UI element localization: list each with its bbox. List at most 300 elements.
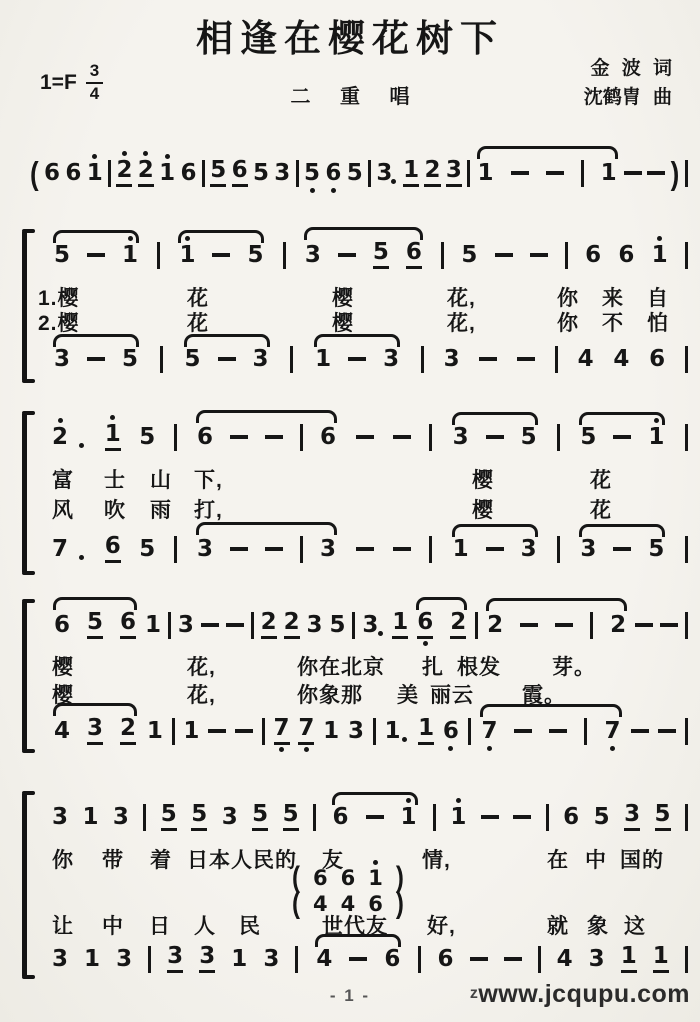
lyric-fragment: 丽云 <box>430 684 474 707</box>
note: 1 <box>315 345 332 372</box>
note: 7 <box>604 717 621 744</box>
dash-note-extension <box>549 729 567 733</box>
note: 2 <box>284 611 300 639</box>
note: 3 <box>87 717 103 745</box>
lyric-fragment: 友 <box>322 849 344 872</box>
barline <box>685 804 688 831</box>
note: 6 <box>368 891 383 916</box>
note: 5 <box>161 803 177 831</box>
time-denominator: 4 <box>89 83 100 103</box>
note: 3 <box>320 535 337 562</box>
note: 5 <box>461 241 478 268</box>
note: 2 <box>450 611 466 639</box>
dash-note-extension <box>660 623 678 627</box>
dash-note-extension <box>218 357 236 361</box>
lyric-fragment: 中 <box>585 849 607 872</box>
lyric-fragment: 2.樱 <box>38 312 80 335</box>
note: 4 <box>340 891 356 916</box>
barline <box>685 612 688 639</box>
note: 3 <box>252 345 269 372</box>
note: 3 <box>197 535 214 562</box>
lyric-fragment: 樱 <box>472 469 494 492</box>
dash-note-extension <box>520 623 538 627</box>
barline <box>262 718 265 745</box>
dash-note-extension <box>511 171 529 175</box>
dash-note-extension <box>631 729 649 733</box>
note: 5 <box>580 423 597 450</box>
dash-note-extension <box>555 623 573 627</box>
note: 1 <box>159 159 176 186</box>
note: 5 <box>283 803 299 831</box>
note: 3 <box>520 535 537 562</box>
note: 6 <box>417 611 433 639</box>
dash-note-extension <box>486 435 504 439</box>
note: 2 <box>120 717 136 745</box>
parenthesis: ) <box>395 886 404 921</box>
slur-arc-group <box>52 241 140 268</box>
note: 3 <box>177 611 194 638</box>
dash-note-extension <box>546 171 564 175</box>
lyric-fragment: 美 <box>397 684 419 707</box>
note: 5 <box>593 803 610 830</box>
lyric-fragment: 来 <box>602 287 624 310</box>
note: 1 <box>384 717 401 744</box>
slur-arc-group <box>451 535 539 562</box>
note: 6 <box>563 803 580 830</box>
barline <box>538 946 541 973</box>
note: 3 <box>116 945 133 972</box>
lyric-fragment: 世代友 <box>322 915 388 938</box>
note: 3 <box>304 241 321 268</box>
watermark-url: www.jcqupu.com <box>478 980 690 1008</box>
augmentation-dot <box>402 737 407 742</box>
slur-arc-group <box>52 345 140 372</box>
lyric-fragment: 让 <box>52 915 74 938</box>
dash-note-extension <box>208 729 226 733</box>
note: 6 <box>384 945 401 972</box>
system-3-bracket <box>22 602 36 750</box>
note: 6 <box>197 423 214 450</box>
augmentation-dot <box>378 631 383 636</box>
lyric-fragment: 带 <box>102 849 124 872</box>
note: 1 <box>368 865 383 890</box>
slur-arc-group <box>485 612 628 639</box>
barline <box>685 424 688 451</box>
note: 3 <box>443 345 460 372</box>
lyric-fragment: 着 <box>150 849 172 872</box>
augmentation-dot <box>79 443 84 448</box>
note: 1 <box>651 241 668 268</box>
note: 5 <box>252 803 268 831</box>
chord-upper-line <box>292 860 404 895</box>
subtitle-duet: 二 重 唱 <box>290 86 422 108</box>
dash-note-extension <box>348 357 366 361</box>
barline <box>202 160 205 187</box>
note: 6 <box>437 945 454 972</box>
slur-arc-group <box>415 611 468 639</box>
lyric-fragment: 风 <box>52 499 74 522</box>
time-numerator: 3 <box>86 62 103 84</box>
barline <box>590 612 593 639</box>
note: 7 <box>274 717 290 745</box>
lyric-fragment: 你 <box>557 287 579 310</box>
barline <box>581 160 584 187</box>
slur-arc-group <box>52 611 138 639</box>
note: 1 <box>179 241 196 268</box>
lyric-fragment: 山 <box>150 469 172 492</box>
lyric-fragment: 1.樱 <box>38 287 80 310</box>
system-2-bracket <box>22 414 36 572</box>
slur-arc-group <box>476 160 619 187</box>
lyric-fragment: 象 <box>587 915 609 938</box>
dash-note-extension <box>530 253 548 257</box>
system-3-lyrics-verse-1 <box>52 651 688 677</box>
note: 5 <box>329 611 346 638</box>
lyric-fragment: 雨 <box>150 499 172 522</box>
dash-note-extension <box>517 357 535 361</box>
note: 1 <box>621 945 637 973</box>
note: 1 <box>144 611 161 638</box>
dash-note-extension <box>486 547 504 551</box>
barline <box>290 346 293 373</box>
barline <box>441 242 444 269</box>
note: 1 <box>146 717 163 744</box>
system-2-lower-voice <box>52 534 688 564</box>
lyric-fragment: 花 <box>187 312 209 335</box>
note: 6 <box>313 865 328 890</box>
dash-note-extension <box>230 435 248 439</box>
dash-note-extension <box>479 357 497 361</box>
note: 6 <box>320 423 337 450</box>
note: 6 <box>618 241 635 268</box>
lyric-fragment: 吹 <box>104 499 126 522</box>
note: 5 <box>247 241 264 268</box>
lyric-fragment: 怕 <box>647 312 669 335</box>
lyric-fragment: 樱 <box>332 287 354 310</box>
intro-music-line <box>30 154 688 192</box>
barline <box>418 946 421 973</box>
lyric-fragment: 花, <box>447 287 476 310</box>
note: 2 <box>52 423 69 450</box>
system-4-lower-voice <box>52 944 688 974</box>
barline <box>172 718 175 745</box>
barline <box>565 242 568 269</box>
note: 5 <box>520 423 537 450</box>
note: 4 <box>54 717 71 744</box>
note: 6 <box>44 159 61 186</box>
note: 7 <box>52 535 69 562</box>
barline <box>352 612 355 639</box>
note: 6 <box>340 865 356 890</box>
slur-arc-group <box>578 535 666 562</box>
dash-note-extension <box>635 623 653 627</box>
lyric-fragment: 霞。 <box>522 684 566 707</box>
note: 3 <box>347 717 364 744</box>
dash-note-extension <box>201 623 219 627</box>
note: 1 <box>122 241 139 268</box>
note: 2 <box>116 159 132 187</box>
lyric-fragment: 你象那 <box>297 684 363 707</box>
barline <box>468 718 471 745</box>
barline <box>108 160 111 187</box>
lyric-fragment: 你 <box>52 849 74 872</box>
note: 5 <box>122 345 139 372</box>
barline <box>685 946 688 973</box>
note: 1 <box>450 803 467 830</box>
note: 5 <box>210 159 226 187</box>
note: 6 <box>65 159 82 186</box>
dash-note-extension <box>393 435 411 439</box>
note: 6 <box>180 159 197 186</box>
barline <box>174 536 177 563</box>
dash-note-extension <box>226 623 244 627</box>
system-4-lyrics-verse-2 <box>52 910 688 936</box>
system-1-lower-voice <box>52 344 688 374</box>
note: 3 <box>376 159 393 186</box>
note: 7 <box>298 717 314 745</box>
key-label: 1=F <box>40 70 77 94</box>
note: 5 <box>191 803 207 831</box>
parenthesis: ) <box>670 154 680 192</box>
barline <box>373 718 376 745</box>
note: 5 <box>54 241 71 268</box>
lyric-fragment: 花 <box>187 287 209 310</box>
note: 3 <box>199 945 215 973</box>
system-1-upper-voice <box>52 240 688 270</box>
note: 4 <box>313 891 328 916</box>
slur-arc-group <box>52 717 138 745</box>
lyric-fragment: 打, <box>194 499 223 522</box>
barline <box>160 346 163 373</box>
note: 3 <box>54 345 71 372</box>
dash-note-extension <box>349 957 367 961</box>
note: 5 <box>139 535 156 562</box>
barline <box>368 160 371 187</box>
barline <box>148 946 151 973</box>
note: 5 <box>648 535 665 562</box>
lyric-fragment: 花, <box>447 312 476 335</box>
note: 3 <box>588 945 605 972</box>
lyric-fragment: 士 <box>104 469 126 492</box>
lyric-fragment: 花 <box>590 469 612 492</box>
dash-note-extension <box>613 547 631 551</box>
parenthesis: ( <box>30 154 39 192</box>
composer-credit: 沈鹤胄 曲 <box>583 87 672 109</box>
note: 5 <box>304 159 321 186</box>
dash-note-extension <box>356 435 374 439</box>
lyric-fragment: 人 <box>194 915 216 938</box>
dash-note-extension <box>514 729 532 733</box>
note: 5 <box>87 611 103 639</box>
parenthesis: ( <box>292 886 300 921</box>
lyric-fragment: 国的 <box>620 849 664 872</box>
note: 3 <box>112 803 129 830</box>
lyric-fragment: 扎 <box>422 656 444 679</box>
note: 6 <box>54 611 71 638</box>
slur-arc-group <box>331 803 419 830</box>
lyric-fragment: 日本人民的 <box>187 849 297 872</box>
note: 1 <box>653 945 669 973</box>
barline <box>584 718 587 745</box>
note: 3 <box>263 945 280 972</box>
barline <box>421 346 424 373</box>
lyric-fragment: 日 <box>149 915 171 938</box>
dash-note-extension <box>624 171 642 175</box>
system-3-lower-voice <box>52 716 688 746</box>
barline <box>157 242 160 269</box>
lyric-fragment: 樱 <box>52 684 74 707</box>
barline <box>557 424 560 451</box>
note: 6 <box>105 535 121 563</box>
note: 3 <box>167 945 183 973</box>
system-2-upper-voice <box>52 422 688 452</box>
lyric-fragment: 情, <box>422 849 451 872</box>
note: 3 <box>221 803 238 830</box>
lyricist-credit: 金 波 词 <box>590 58 672 79</box>
barline <box>685 536 688 563</box>
note: 3 <box>52 945 69 972</box>
dash-note-extension <box>265 547 283 551</box>
note: 3 <box>452 423 469 450</box>
note: 6 <box>406 241 422 269</box>
note: 6 <box>585 241 602 268</box>
lyric-fragment: 芽。 <box>552 656 596 679</box>
note: 1 <box>403 159 419 187</box>
barline <box>295 946 298 973</box>
dash-note-extension <box>338 253 356 257</box>
note: 3 <box>383 345 400 372</box>
note: 5 <box>373 241 389 269</box>
barline <box>685 242 688 269</box>
lyric-fragment: 这 <box>624 915 646 938</box>
note: 6 <box>325 159 342 186</box>
note: 5 <box>655 803 671 831</box>
note: 1 <box>392 611 408 639</box>
dash-note-extension <box>366 815 384 819</box>
system-1-lyrics-verse-1 <box>38 282 688 310</box>
slur-arc-group <box>451 423 539 450</box>
note: 2 <box>610 611 627 638</box>
dash-note-extension <box>658 729 676 733</box>
lyric-fragment: 中 <box>102 915 124 938</box>
barline <box>313 804 316 831</box>
lyric-fragment: 樱 <box>472 499 494 522</box>
page-number: - 1 - <box>329 986 371 1005</box>
system-3-upper-voice <box>52 610 688 640</box>
lyric-fragment: 你 <box>557 312 579 335</box>
lyric-fragment: 就 <box>547 915 569 938</box>
slur-arc-group <box>177 241 265 268</box>
lyric-fragment: 你在北京 <box>297 656 385 679</box>
barline <box>429 424 432 451</box>
barline <box>685 718 688 745</box>
dash-note-extension <box>613 435 631 439</box>
lyric-fragment: 下, <box>194 469 223 492</box>
note: 6 <box>442 717 459 744</box>
barline <box>251 612 254 639</box>
lyric-fragment: 好, <box>427 915 456 938</box>
system-2-lyrics-verse-1 <box>52 464 688 490</box>
barline <box>168 612 171 639</box>
dash-note-extension <box>265 435 283 439</box>
barline <box>557 536 560 563</box>
note: 2 <box>138 159 154 187</box>
slur-arc-group <box>313 345 401 372</box>
lyric-fragment: 花, <box>187 684 216 707</box>
lyric-fragment: 樱 <box>52 656 74 679</box>
note: 1 <box>452 535 469 562</box>
watermark-artifact: z <box>469 985 479 1002</box>
note: 1 <box>84 945 101 972</box>
note: 4 <box>316 945 333 972</box>
barline <box>143 804 146 831</box>
note: 3 <box>52 803 69 830</box>
credits <box>584 54 672 113</box>
note: 2 <box>487 611 504 638</box>
note: 6 <box>232 159 248 187</box>
note: 2 <box>261 611 277 639</box>
note: 3 <box>306 611 323 638</box>
barline <box>546 804 549 831</box>
watermark <box>470 980 690 1009</box>
note: 1 <box>648 423 665 450</box>
system-1-bracket <box>22 232 36 380</box>
barline <box>433 804 436 831</box>
slur-arc-group <box>314 945 402 972</box>
lyric-fragment: 自 <box>647 287 669 310</box>
lyric-fragment: 富 <box>52 469 74 492</box>
slur-arc-group <box>195 424 338 451</box>
slur-arc-group <box>183 345 271 372</box>
note: 3 <box>446 159 462 187</box>
barline <box>300 536 303 563</box>
dash-note-extension <box>504 957 522 961</box>
note: 5 <box>252 159 269 186</box>
lyric-fragment: 樱 <box>332 312 354 335</box>
note: 7 <box>481 717 498 744</box>
inner-voice-chords <box>292 860 404 921</box>
note: 3 <box>362 611 379 638</box>
parenthesis: ( <box>292 860 300 895</box>
system-4-upper-voice <box>52 802 688 832</box>
parenthesis: ) <box>395 860 404 895</box>
dash-note-extension <box>393 547 411 551</box>
barline <box>296 160 299 187</box>
note: 1 <box>86 159 103 186</box>
dash-note-extension <box>647 171 665 175</box>
note: 4 <box>613 345 630 372</box>
dash-note-extension <box>87 253 105 257</box>
slur-arc-group <box>195 536 338 563</box>
lyric-fragment: 根发 <box>457 656 501 679</box>
note: 1 <box>600 159 617 186</box>
note: 5 <box>139 423 156 450</box>
note: 4 <box>577 345 594 372</box>
note: 3 <box>624 803 640 831</box>
dash-note-extension <box>356 547 374 551</box>
note: 1 <box>82 803 99 830</box>
song-title: 相逢在樱花树下 <box>196 19 504 60</box>
system-1-lyrics-verse-2 <box>38 307 688 335</box>
lyric-fragment: 花, <box>187 656 216 679</box>
barline <box>300 424 303 451</box>
dash-note-extension <box>230 547 248 551</box>
note: 3 <box>274 159 291 186</box>
note: 1 <box>231 945 248 972</box>
note: 1 <box>477 159 494 186</box>
lyric-fragment: 花 <box>590 499 612 522</box>
barline <box>283 242 286 269</box>
